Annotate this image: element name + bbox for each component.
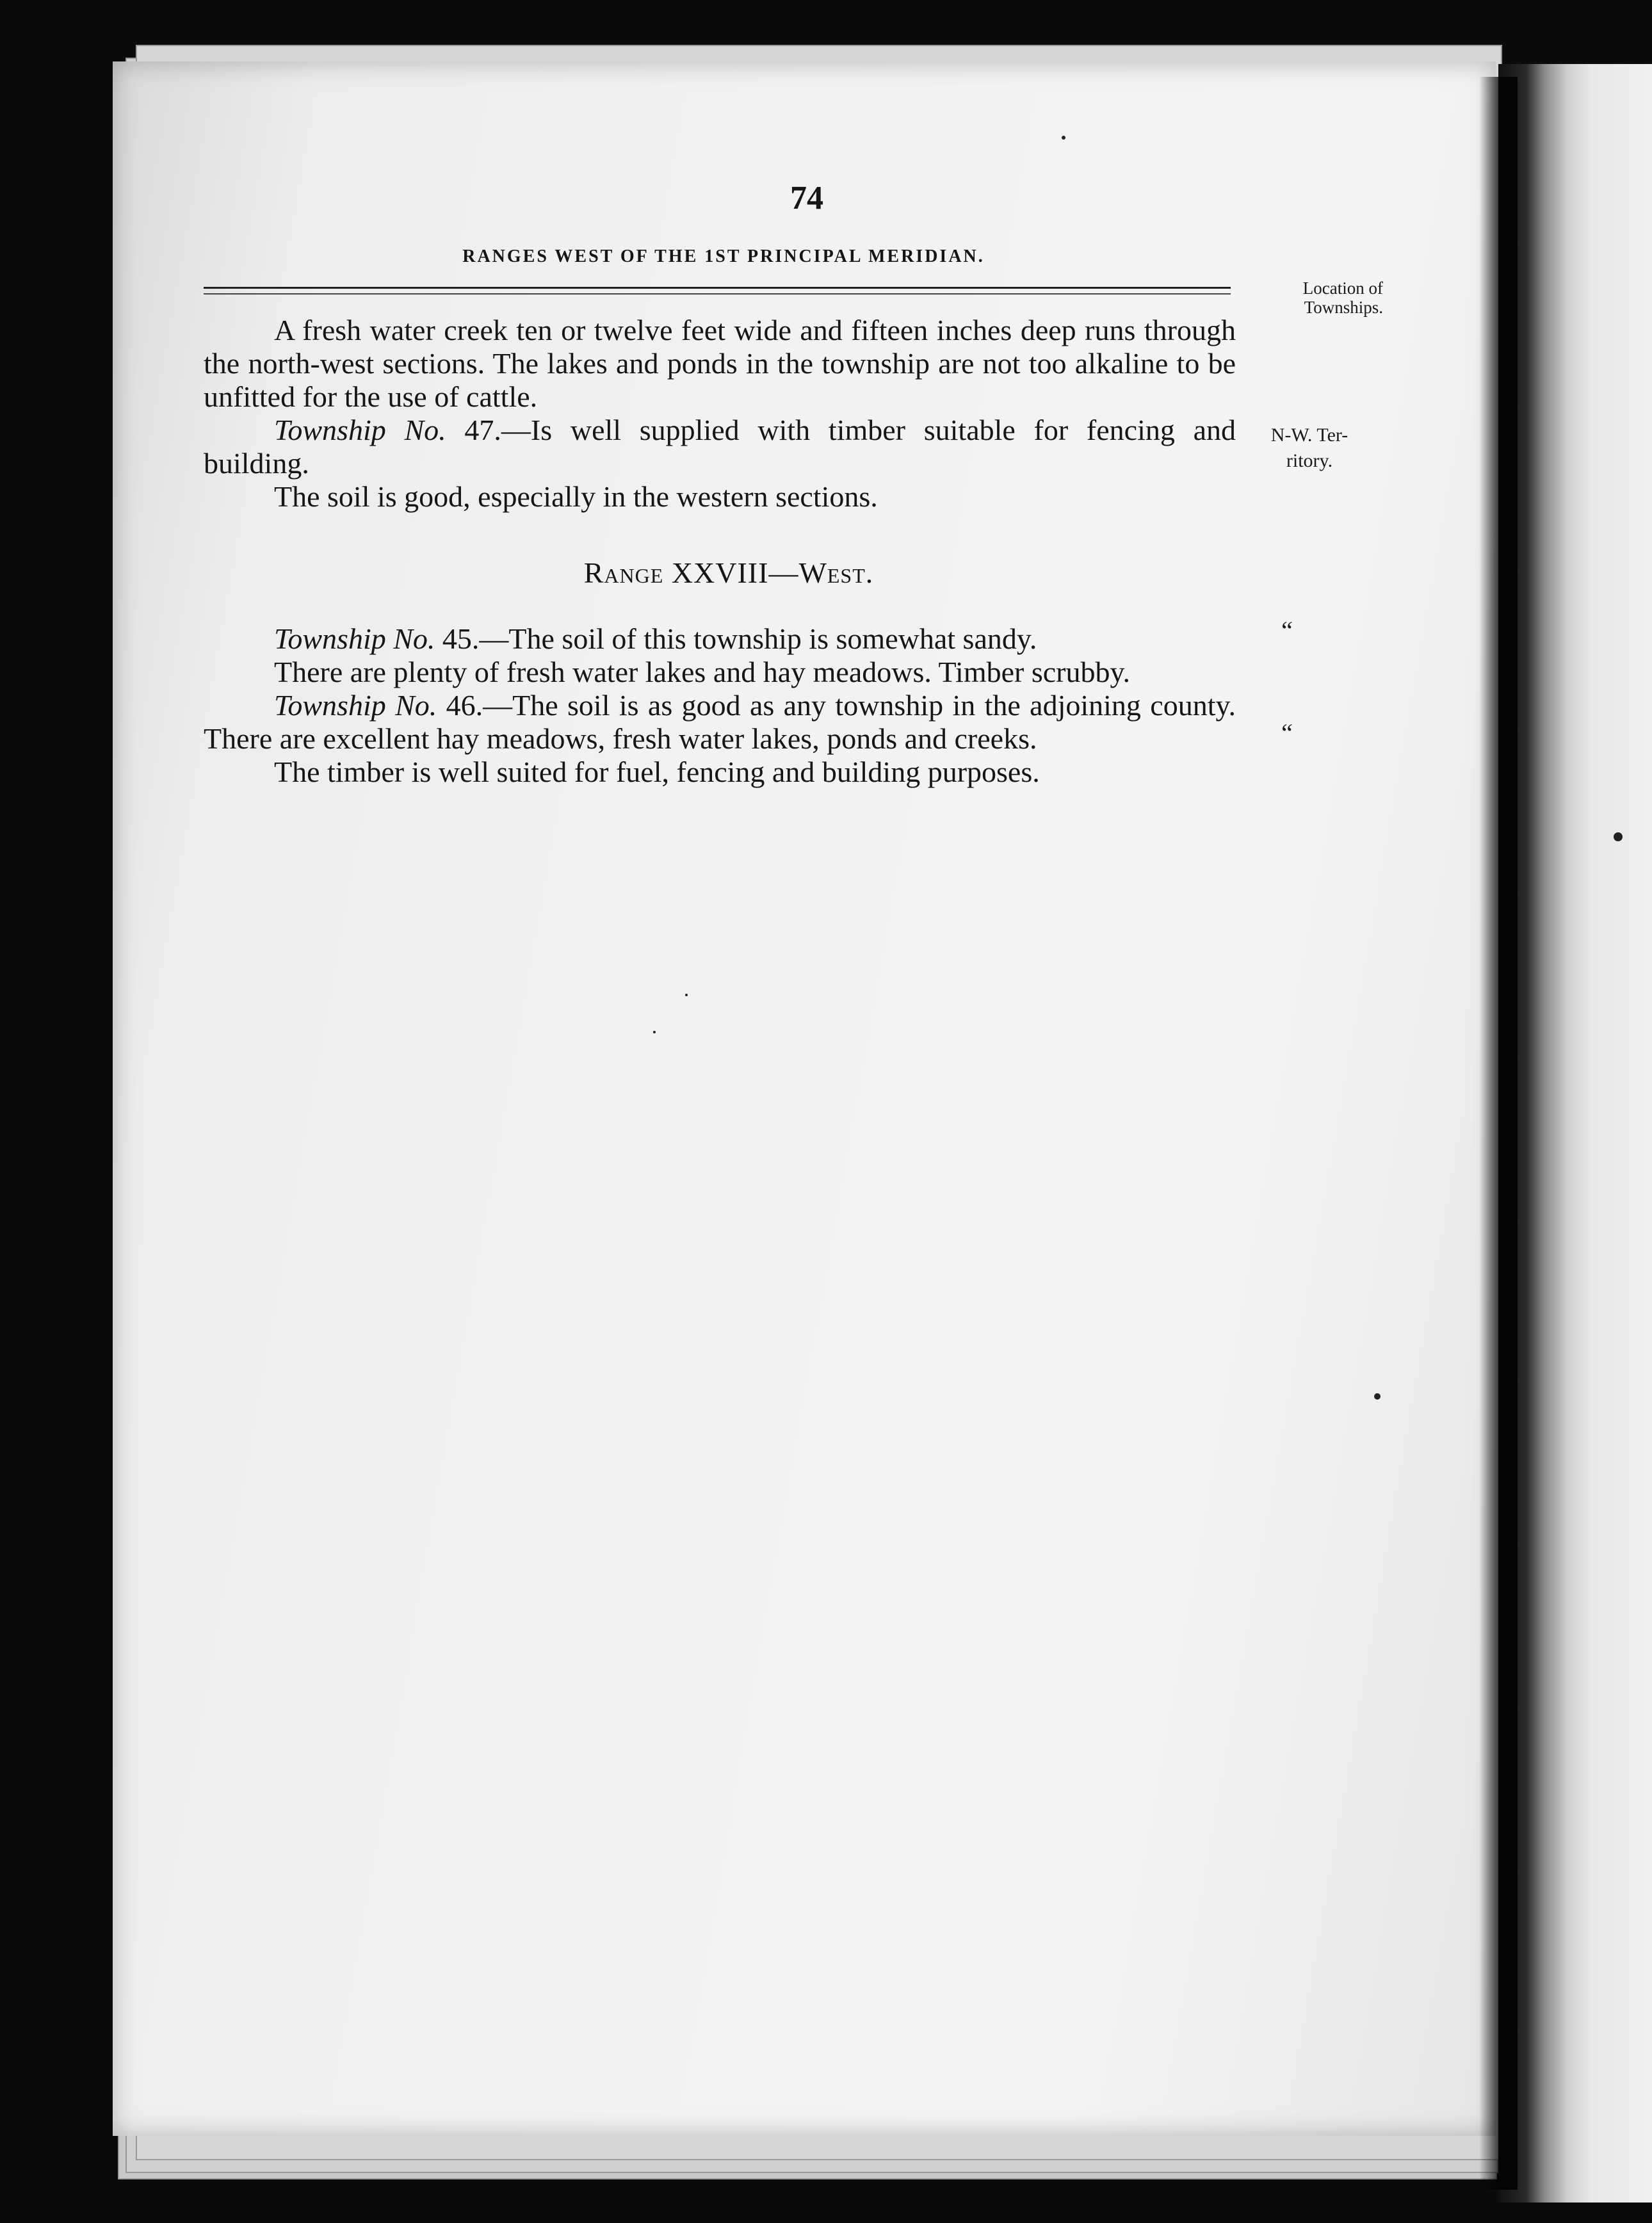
body-text-block-b xyxy=(204,622,1236,789)
paragraph-text: The soil is good, especially in the western sections. xyxy=(274,480,878,513)
range-heading xyxy=(204,556,1254,590)
margin-note-line: ritory. xyxy=(1286,450,1333,471)
range-heading-numeral: XXVIII xyxy=(671,556,769,589)
margin-note-line: N-W. Ter- xyxy=(1270,424,1348,446)
margin-ditto-mark: “ xyxy=(1281,616,1293,645)
paragraph-text: A fresh water creek ten or twelve feet wide and fifteen inches deep runs through the north-west sections. The lakes and ponds in the township are not too alkaline to be unfitted for the use of cattle. xyxy=(204,314,1236,413)
header-rule xyxy=(204,293,1231,295)
paragraph xyxy=(204,689,1236,756)
scan-speck xyxy=(653,1031,656,1033)
paragraph-text: There are plenty of fresh water lakes and hay meadows. Timber scrubby. xyxy=(274,656,1130,688)
scan-speck xyxy=(685,994,688,996)
page-number: 74 xyxy=(790,180,823,216)
paragraph xyxy=(204,656,1236,689)
township-label: Township No. xyxy=(274,689,437,722)
scan-speck xyxy=(1062,136,1065,140)
margin-note-location xyxy=(1236,279,1383,317)
paragraph-text: The timber is well suited for fuel, fencing and building purposes. xyxy=(274,756,1040,788)
header-rule xyxy=(204,287,1231,289)
body-text-block-a xyxy=(204,314,1236,513)
gutter-shadow xyxy=(1479,77,1518,2190)
scan-speck xyxy=(1614,832,1623,841)
paragraph xyxy=(204,756,1236,789)
township-label: Township No. xyxy=(274,622,435,655)
paragraph-text: 46.—The soil is as good as any township in the adjoining county. There are excellent hay meadows, fresh water lakes, ponds and creeks. xyxy=(204,689,1236,755)
township-label: Township No. xyxy=(274,414,446,446)
range-heading-suffix: —West. xyxy=(768,556,874,589)
paragraph xyxy=(204,314,1236,414)
margin-note-territory xyxy=(1242,423,1377,474)
scan-speck xyxy=(1374,1393,1381,1400)
margin-ditto-mark: “ xyxy=(1281,718,1293,747)
range-heading-prefix: Range xyxy=(583,556,664,589)
margin-note-line: Townships. xyxy=(1304,298,1383,317)
book-binding xyxy=(1498,64,1652,2203)
paragraph-text: 47.—Is well supplied with timber suitable for fencing and building. xyxy=(204,414,1236,480)
paragraph xyxy=(204,480,1236,513)
running-head: RANGES WEST OF THE 1ST PRINCIPAL MERIDIAN. xyxy=(462,247,985,266)
paragraph-text: 45.—The soil of this township is somewhat sandy. xyxy=(435,622,1037,655)
paragraph xyxy=(204,622,1236,656)
paragraph xyxy=(204,414,1236,480)
margin-note-line: Location of xyxy=(1302,279,1383,298)
